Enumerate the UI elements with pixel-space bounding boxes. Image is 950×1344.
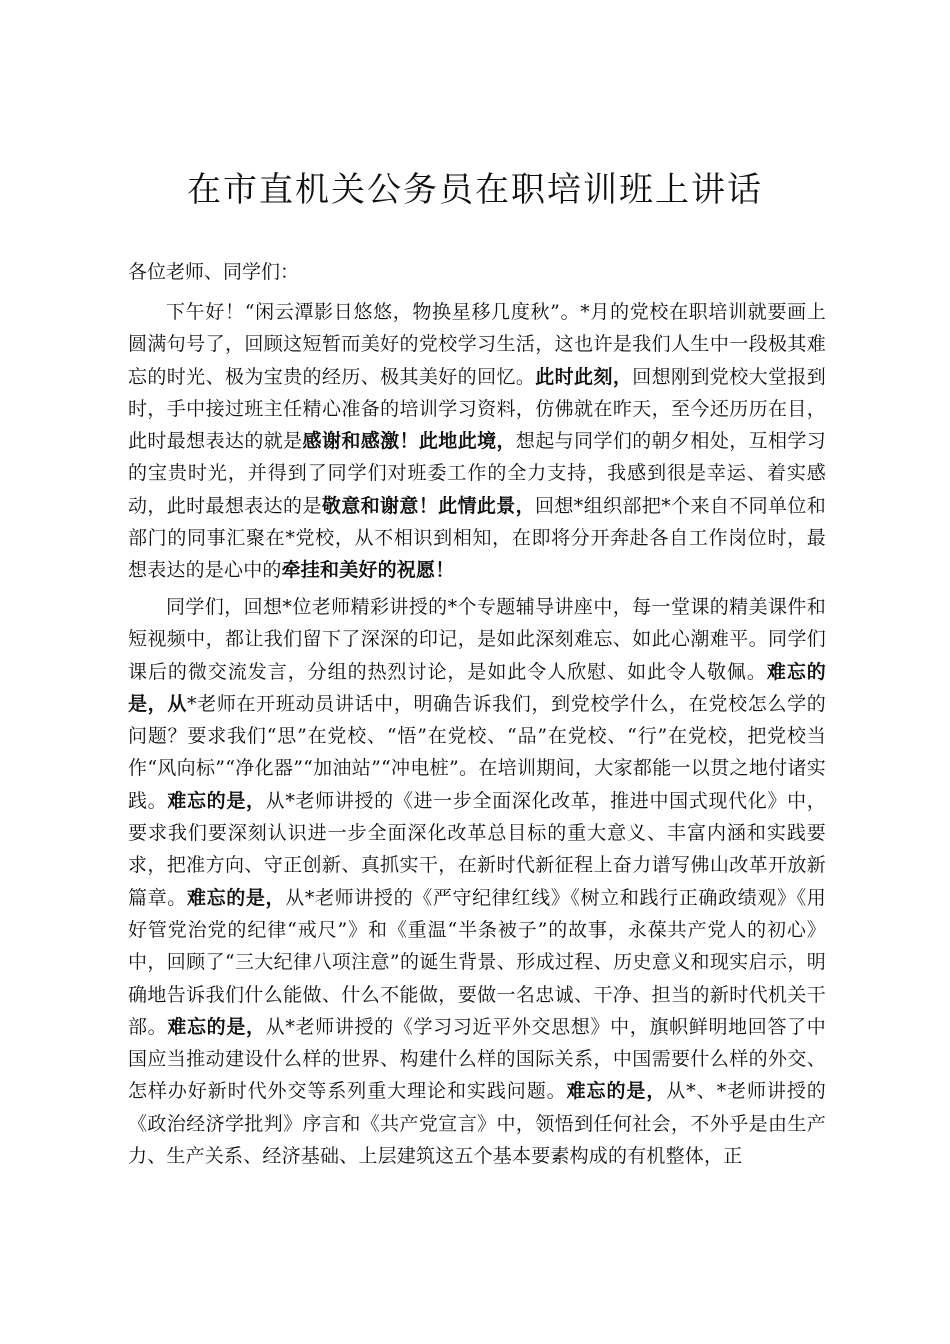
paragraph-text: 下午好！“闲云潭影日悠悠，物换星移几度秋”。*月的党校在职培训就要画上圆满句号了，回顾这短暂而美好的党校学习生活，这也许是我们人生中一段极其难忘的时光、极为宝贵的经历、极其美好的回忆。: [128, 301, 826, 388]
paragraph-2: [128, 591, 826, 1172]
document-title: 在市直机关公务员在职培训班上讲话: [187, 170, 763, 210]
emphasis-text: 难忘的是，从: [128, 660, 826, 715]
paragraph-text: 同学们，回想*位老师精彩讲授的*个专题辅导讲座中，每一堂课的精美课件和短视频中，都让我们留下了深深的印记，是如此深刻难忘、如此心潮难平。同学们课后的微交流发言，分组的热烈讨论，是如此令人欣慰、如此令人敬佩。: [128, 596, 826, 683]
emphasis-text: 难忘的是，: [167, 789, 266, 812]
paragraph-text: 回想*组织部把*个来自不同单位和部门的同事汇聚在*党校，从不相识到相知，在即将分开奔赴各自工作岗位时，最想表达的是心中的: [128, 494, 826, 582]
paragraph-text: 从*老师讲授的《进一步全面深化改革，推进中国式现代化》中，要求我们要深刻认识进一步全面深化改革总目标的重大意义、丰富内涵和实践要求，把准方向、守正创新、真抓实干，在新时代新征程上奋力谱写佛山改革开放新篇章。: [128, 789, 826, 909]
paragraph-text: 想起与同学们的朝夕相处，互相学习的宝贵时光，并得到了同学们对班委工作的全力支持，我感到很是幸运、着实感动，此时最想表达的是: [128, 430, 826, 517]
emphasis-text: 敬意和谢意！此情此景，: [321, 494, 536, 517]
paragraph-text: 从*老师讲授的《学习习近平外交思想》中，旗帜鲜明地回答了中国应当推动建设什么样的世界、构建什么样的国际关系，中国需要什么样的外交、怎样办好新时代外交等系列重大理论和实践问题。: [128, 1015, 826, 1103]
emphasis-text: 牵挂和美好的祝愿！: [281, 559, 455, 582]
salutation: 各位老师、同学们：: [128, 261, 300, 283]
emphasis-text: 此时此刻，: [535, 365, 633, 388]
emphasis-text: 难忘的是，: [167, 1015, 266, 1038]
paragraph-text: 从*老师讲授的《严守纪律红线》《树立和践行正确政绩观》《用好管党治党的纪律“戒尺”》和《重温“半条被子”的故事，永葆共产党人的初心》中，回顾了“三大纪律八项注意”的诞生背景、形成过程、历史意义和现实启示，明确地告诉我们什么能做、什么不能做，要做一名忠诚、干净、担当的新时代机关干部。: [128, 886, 826, 1038]
emphasis-text: 难忘的是，: [566, 1080, 667, 1103]
emphasis-text: 难忘的是，: [186, 886, 286, 909]
paragraph-text: 回想刚到党校大堂报到时，手中接过班主任精心准备的培训学习资料，仿佛就在昨天，至今还历历在目，此时最想表达的就是: [128, 365, 826, 453]
paragraph-text: *老师在开班动员讲话中，明确告诉我们，到党校学什么，在党校怎么学的问题？要求我们“思”在党校、“悟”在党校、“品”在党校、“行”在党校，把党校当作“风向标”“净化器”“加油站”“冲电桩”。在培训期间，大家都能一以贯之地付诸实践。: [128, 692, 826, 812]
paragraph-text: 从*、*老师讲授的《政治经济学批判》序言和《共产党宣言》中，领悟到任何社会，不外乎是由生产力、生产关系、经济基础、上层建筑这五个基本要素构成的有机整体，正: [128, 1080, 826, 1168]
paragraph-1: [128, 296, 826, 587]
emphasis-text: 感谢和感激！此地此境，: [302, 430, 516, 453]
